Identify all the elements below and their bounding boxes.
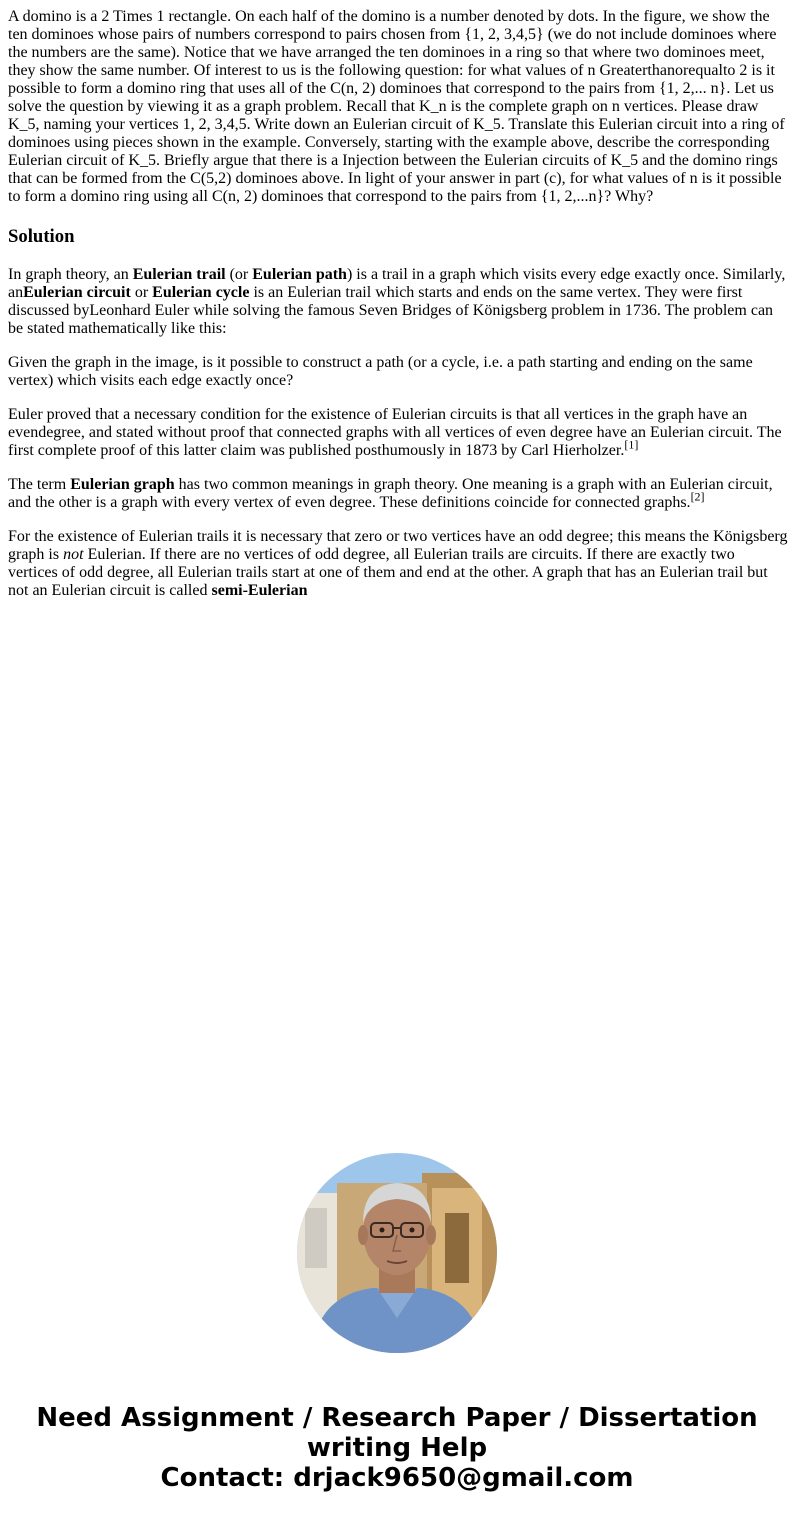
door-carving xyxy=(445,1213,469,1283)
paragraph-eulerian-trails xyxy=(8,528,788,600)
text-run: For the existence of Eulerian trails it is necessary that zero or two vertices have an odd degree; this means the Königsberg graph is xyxy=(8,528,788,563)
left-eye xyxy=(380,1228,385,1233)
text-run: or xyxy=(130,284,153,301)
term-semi-eulerian: semi-Eulerian xyxy=(211,582,308,599)
term-eulerian-path: Eulerian path xyxy=(252,266,347,283)
text-run: has two common meanings in graph theory. One meaning is a graph with an Eulerian circuit, and the other is a graph with every vertex of even degree. These definitions coincide for connected graphs. xyxy=(8,476,773,511)
text-run: In graph theory, an xyxy=(8,266,133,283)
promo-contact-line: Contact: drjack9650@gmail.com xyxy=(160,1463,634,1493)
text-run: The term xyxy=(8,476,71,493)
right-eye xyxy=(410,1228,415,1233)
solution-heading: Solution xyxy=(8,226,75,247)
term-eulerian-graph: Eulerian graph xyxy=(70,476,175,493)
right-ear xyxy=(426,1225,436,1245)
text-run: Euler proved that a necessary condition for the existence of Eulerian circuits is that all vertices in the graph have an evendegree, and stated without proof that connected graphs with all vertices of even degree have an Eulerian circuit. The first complete proof of this latter claim was published posthumously in 1873 by Carl Hierholzer. xyxy=(8,406,782,459)
paragraph-eulerian-trail xyxy=(8,266,788,338)
emphasis-not: not xyxy=(63,546,84,563)
text-run: Eulerian. If there are no vertices of odd degree, all Eulerian trails are circuits. If there are exactly two vertices of odd degree, all Eulerian trails start at one of them and end at the other. A graph that has an Eulerian trail but not an Eulerian circuit is called xyxy=(8,546,768,599)
term-eulerian-circuit: Eulerian circuit xyxy=(23,284,131,301)
paragraph-eulerian-graph xyxy=(8,476,788,512)
question-text: A domino is a 2 Times 1 rectangle. On each half of the domino is a number denoted by dots. In the figure, we show the ten dominoes whose pairs of numbers correspond to pairs chosen from {1, 2, 3,4,5} (we do not include dominoes where the numbers are the same). Notice that we have arranged the ten dominoes in a ring so that where two dominoes meet, they show the same number. Of interest to us is the following question: for what values of n Greaterthanorequalto 2 is it possible to form a domino ring that uses all of the C(n, 2) dominoes that correspond to the pairs from {1, 2,... n}. Let us solve the question by viewing it as a graph problem. Recall that K_n is the complete graph on n vertices. Please draw K_5, naming your vertices 1, 2, 3,4,5. Write down an Eulerian circuit of K_5. Translate this Eulerian circuit into a ring of dominoes using pieces shown in the example. Conversely, starting with the example above, describe the corresponding Eulerian circuit of K_5. Briefly argue that there is a Injection between the Eulerian circuits of K_5 and the domino rings that can be formed from the C(5,2) dominoes above. In light of your answer in part (c), for what values of n is it possible to form a domino ring using all C(n, 2) dominoes that correspond to the pairs from {1, 2,...n}? Why? xyxy=(8,8,785,205)
paragraph-euler-proof xyxy=(8,406,788,460)
promo-line-2: writing Help xyxy=(306,1433,488,1463)
promo-line-1: Need Assignment / Research Paper / Dissertation xyxy=(36,1403,758,1433)
author-avatar xyxy=(297,1153,497,1353)
text-run: is an Eulerian trail which starts and ends on the same vertex. They were first discussed byLeonhard Euler while solving the famous Seven Bridges of Königsberg problem in 1736. The problem can be stated mathematically like this: xyxy=(8,284,774,337)
author-portrait-image xyxy=(297,1153,497,1353)
reference-link-1[interactable]: [1] xyxy=(624,437,639,452)
left-ear xyxy=(358,1225,368,1245)
term-eulerian-cycle: Eulerian cycle xyxy=(152,284,250,301)
text-run: (or xyxy=(225,266,253,283)
wall-switch xyxy=(305,1208,327,1268)
promo-footer xyxy=(0,1403,794,1493)
text-run: ) is a trail in a graph which visits every edge exactly once. Similarly, an xyxy=(8,266,786,301)
term-eulerian-trail: Eulerian trail xyxy=(132,266,226,283)
reference-link-2[interactable]: [2] xyxy=(690,489,705,504)
paragraph-problem-statement: Given the graph in the image, is it possible to construct a path (or a cycle, i.e. a path starting and ending on the same vertex) which visits each edge exactly once? xyxy=(8,354,753,389)
article xyxy=(8,8,788,616)
